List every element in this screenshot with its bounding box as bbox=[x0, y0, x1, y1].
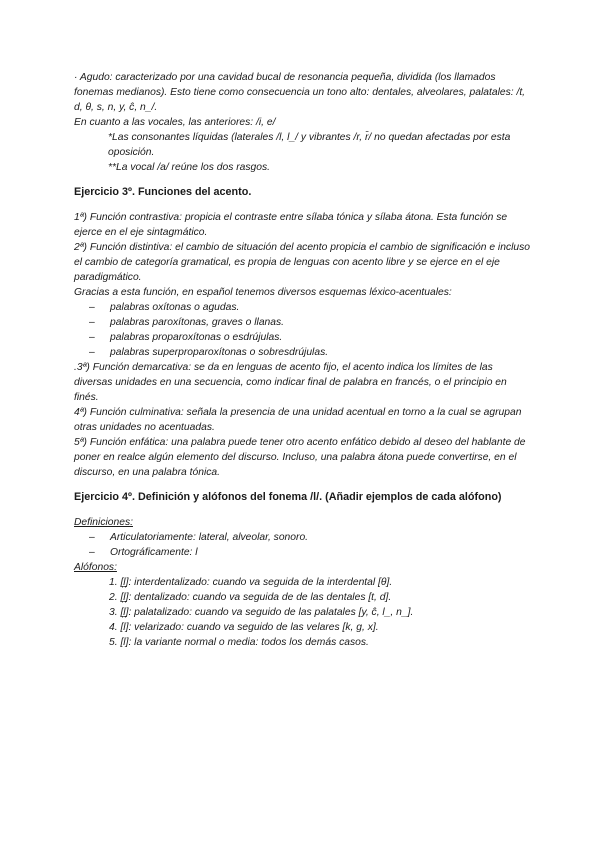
funcion-distintiva: 2ª) Función distintiva: el cambio de situación del acento propicia el cambio de significación e incluso el cambio de categoría gramatical, es propia de lenguas con acento libre y se ejerce en el eje paradigmático. bbox=[74, 242, 530, 283]
list-item: 4. [ɫ]: velarizado: cuando va seguido de las velares [k, g, x]. bbox=[109, 622, 379, 633]
note-vocal-a: **La vocal /a/ reúne los dos rasgos. bbox=[108, 162, 270, 173]
list-item bbox=[74, 300, 530, 315]
agudo-paragraph: · Agudo: caracterizado por una cavidad bucal de resonancia pequeña, dividida (los llamados fonemas medianos). Esto tiene como consecuencia un tono alto: dentales, alveolares, palatales: /t, d, θ, s, n, y, ĉ, n_/. bbox=[74, 72, 526, 113]
list-item-text: palabras superproparoxítonas o sobresdrújulas. bbox=[110, 347, 329, 358]
list-item bbox=[74, 345, 530, 360]
list-item: 3. [l̪]: palatalizado: cuando va seguido de las palatales [y, ĉ, l_, n_]. bbox=[109, 607, 414, 618]
alofonos-list bbox=[74, 575, 530, 650]
list-item: 2. [l̪]: dentalizado: cuando va seguida de de las dentales [t, d]. bbox=[109, 592, 392, 603]
esquemas-list bbox=[74, 300, 530, 360]
document-page bbox=[74, 70, 530, 650]
list-item: 1. [l̪]: interdentalizado: cuando va seguida de la interdental [θ]. bbox=[109, 577, 393, 588]
list-item bbox=[74, 330, 530, 345]
funcion-contrastiva: 1ª) Función contrastiva: propicia el contraste entre sílaba tónica y sílaba átona. Esta función se ejerce en el eje sintagmático. bbox=[74, 212, 508, 238]
definiciones-list bbox=[74, 530, 530, 560]
funcion-culminativa: 4ª) Función culminativa: señala la presencia de una unidad acentual en torno a la cual se agrupan otras unidades no acentuadas. bbox=[74, 407, 522, 433]
dash-bullet: – bbox=[89, 347, 95, 358]
dash-bullet: – bbox=[89, 317, 95, 328]
heading-ejercicio-3: Ejercicio 3º. Funciones del acento. bbox=[74, 186, 252, 198]
gracias-line: Gracias a esta función, en español tenemos diversos esquemas léxico-acentuales: bbox=[74, 287, 452, 298]
list-item-text: Ortográficamente: l bbox=[110, 547, 198, 558]
list-item bbox=[74, 315, 530, 330]
list-item-text: palabras paroxítonas, graves o llanas. bbox=[110, 317, 285, 328]
dash-bullet: – bbox=[89, 532, 95, 543]
alofonos-label: Alófonos: bbox=[74, 562, 117, 573]
definiciones-label: Definiciones: bbox=[74, 517, 133, 528]
dash-bullet: – bbox=[89, 332, 95, 343]
note-liquidas: *Las consonantes líquidas (laterales /l, l_/ y vibrantes /r, r̄/ no quedan afectadas por esta oposición. bbox=[108, 132, 511, 158]
list-item-text: Articulatoriamente: lateral, alveolar, sonoro. bbox=[110, 532, 309, 543]
funcion-demarcativa: .3ª) Función demarcativa: se da en lenguas de acento fijo, el acento indica los límites de las diversas unidades en una secuencia, como indicar final de palabra en francés, o el principio en finés. bbox=[74, 362, 507, 403]
dash-bullet: – bbox=[89, 302, 95, 313]
list-item bbox=[74, 545, 530, 560]
list-item bbox=[74, 530, 530, 545]
dash-bullet: – bbox=[89, 547, 95, 558]
list-item-text: palabras oxítonas o agudas. bbox=[110, 302, 240, 313]
list-item: 5. [l]: la variante normal o media: todos los demás casos. bbox=[109, 637, 369, 648]
list-item-text: palabras proparoxítonas o esdrújulas. bbox=[110, 332, 283, 343]
heading-ejercicio-4: Ejercicio 4º. Definición y alófonos del fonema /l/. (Añadir ejemplos de cada alófono) bbox=[74, 491, 502, 503]
funcion-enfatica: 5ª) Función enfática: una palabra puede tener otro acento enfático debido al deseo del hablante de poner en realce algún elemento del discurso. Incluso, una palabra átona puede convertirse, en el discurso, en una palabra tónica. bbox=[74, 437, 526, 478]
vocales-line: En cuanto a las vocales, las anteriores: /i, e/ bbox=[74, 117, 276, 128]
